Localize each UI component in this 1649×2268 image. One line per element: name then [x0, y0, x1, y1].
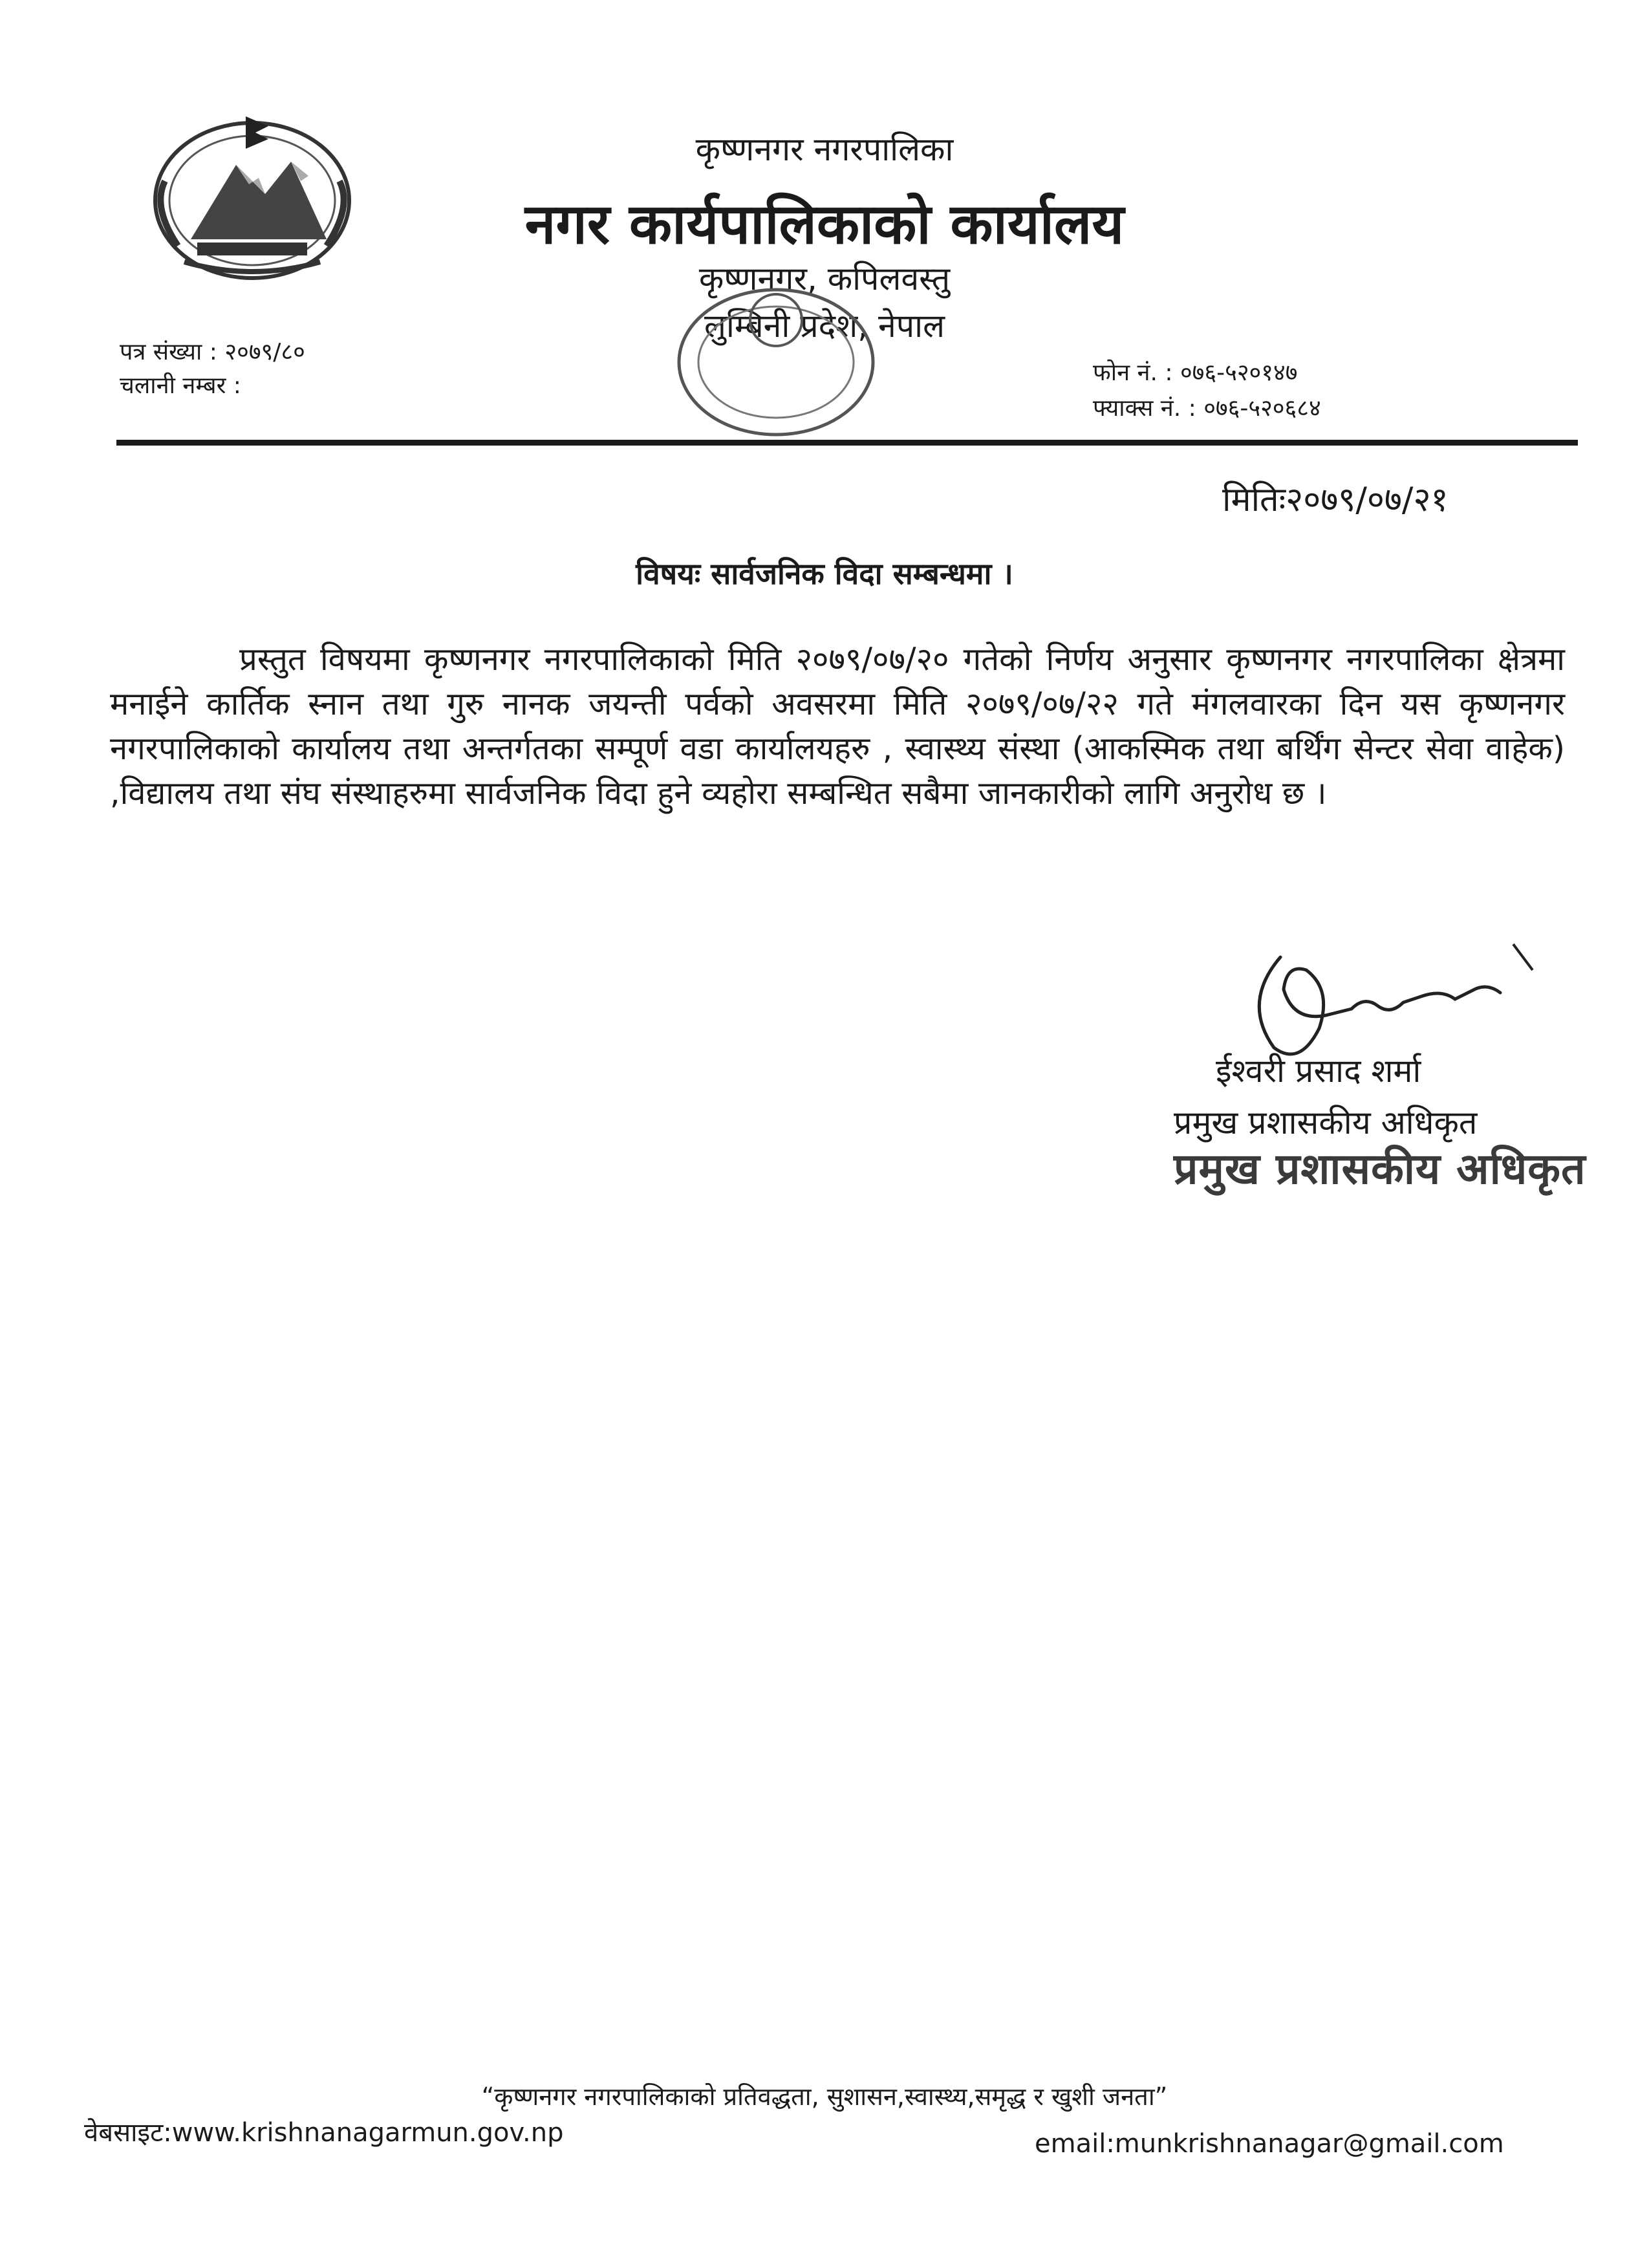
office-title: नगर कार्यपालिकाको कार्यालय: [524, 192, 1125, 257]
office-location: कृष्णनगर, कपिलवस्तु: [698, 260, 951, 297]
header-divider: [116, 440, 1578, 446]
office-seal-stamp: [673, 285, 879, 440]
footer-motto: “कृष्णनगर नगरपालिकाको प्रतिवद्धता, सुशासन,स्वास्थ्य,समृद्ध र खुशी जनता”: [481, 2082, 1168, 2111]
fax-number: फ्याक्स नं. : ०७६-५२०६८४: [1093, 395, 1321, 422]
letter-date: मितिः२०७९/०७/२१: [1222, 481, 1449, 519]
municipality-name: कृष्णनगर नगरपालिका: [695, 131, 954, 168]
letter-number: पत्र संख्या : २०७९/८०: [120, 339, 305, 365]
handwritten-signature: [1229, 918, 1539, 1067]
footer-website: वेबसाइट:www.krishnanagarmun.gov.np: [84, 2118, 564, 2148]
signatory-title: प्रमुख प्रशासकीय अधिकृत: [1174, 1104, 1478, 1141]
letter-body: प्रस्तुत विषयमा कृष्णनगर नगरपालिकाको मिति २०७९/०७/२० गतेको निर्णय अनुसार कृष्णनगर नगरपालिका क्षेत्रमा मनाईने कार्तिक स्नान तथा गुरु नानक जयन्ती पर्वको अवसरमा मिति २०७९/०७/२२ गते मंगलवारका दिन यस कृष्णनगर नगरपालिकाको कार्यालय तथा अन्तर्गतका सम्पूर्ण वडा कार्यालयहरु , स्वास्थ्य संस्था (आकस्मिक तथा बर्थिंग सेन्टर सेवा वाहेक) ,विद्यालय तथा संघ संस्थाहरुमा सार्वजनिक विदा हुने व्यहोरा सम्बन्धित सबैमा जानकारीको लागि अनुरोध छ ।: [110, 641, 1565, 812]
designation-stamp: प्रमुख प्रशासकीय अधिकृत: [1174, 1144, 1586, 1194]
footer-email: email:munkrishnanagar@gmail.com: [1035, 2129, 1504, 2159]
phone-number: फोन नं. : ०७६-५२०१४७: [1093, 360, 1298, 386]
dispatch-number: चलानी नम्बर :: [120, 373, 241, 399]
signatory-name: ईश्वरी प्रसाद शर्मा: [1216, 1052, 1421, 1090]
letter-subject: विषयः सार्वजनिक विदा सम्बन्धमा ।: [636, 556, 1013, 591]
office-province: लुम्बिनी प्रदेश, नेपाल: [704, 307, 945, 345]
